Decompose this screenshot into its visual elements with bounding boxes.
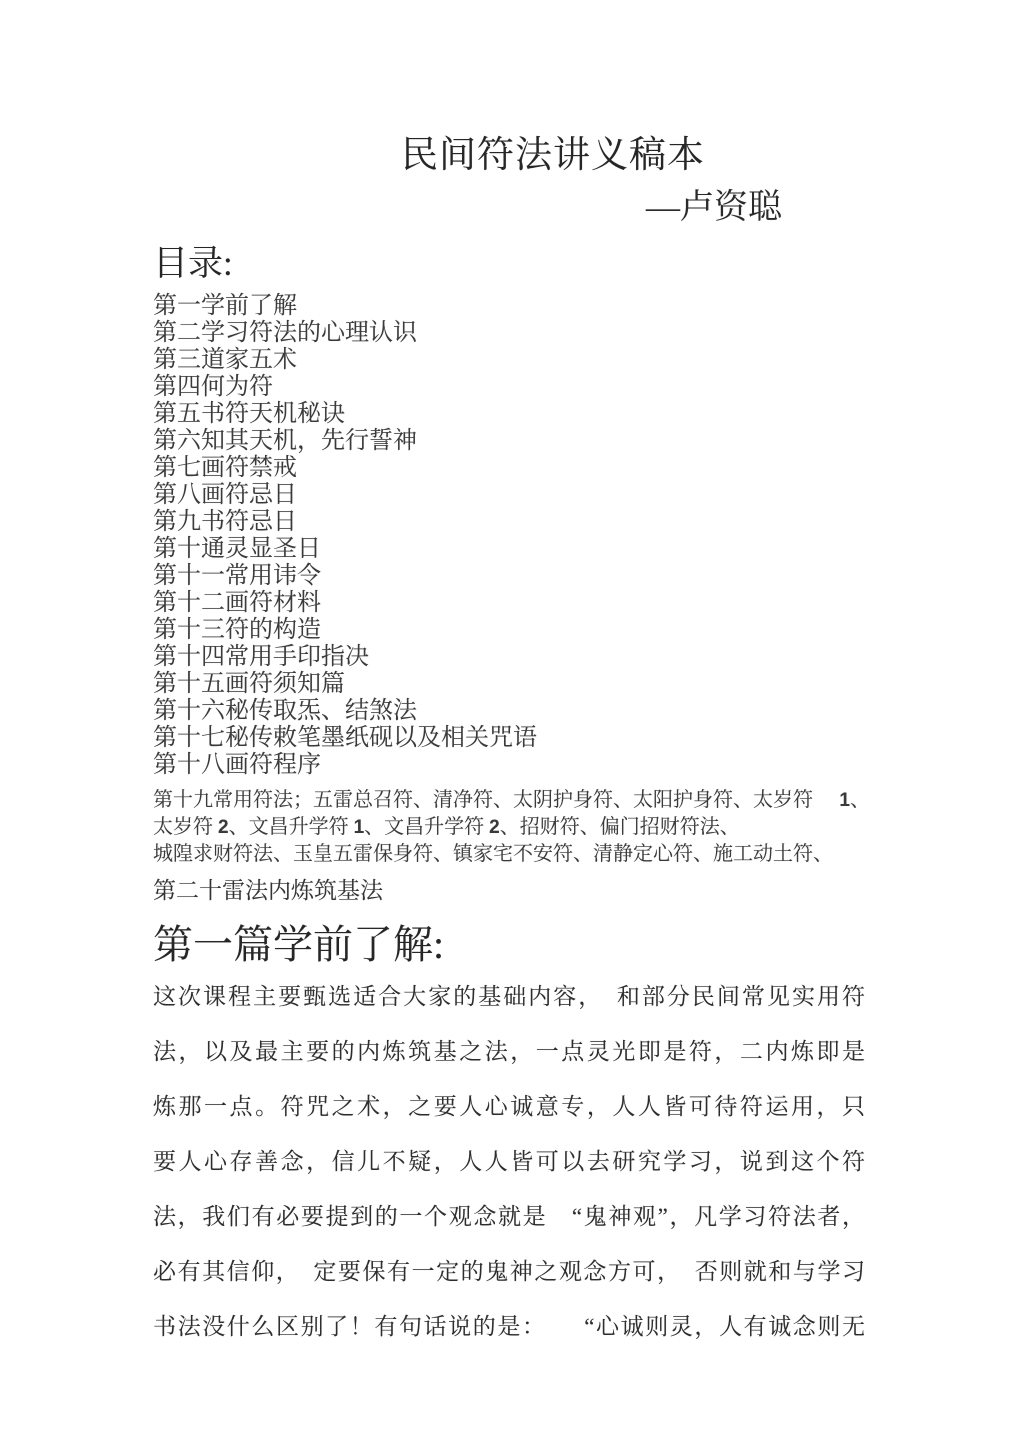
toc-item: 第十通灵显圣日 [153, 536, 321, 562]
toc-line-segment: 第十九常用符法；五雷总召符、清净符、太阴护身符、太阳护身符、太岁符 [153, 789, 813, 811]
toc-item: 第七画符禁戒 [153, 455, 297, 481]
toc-item: 第四何为符 [153, 374, 273, 400]
toc-line-segment: 1 [839, 790, 850, 811]
document-title: 民间符法讲义稿本 [401, 135, 705, 176]
toc-long-line [153, 787, 870, 814]
paragraph-line: 书法没什么区别了！有句话说的是： “心诚则灵，人有诚念则无 [153, 1314, 865, 1339]
toc-item: 第三道家五术 [153, 347, 297, 373]
paragraph-line: 法，以及最主要的内炼筑基之法，一点灵光即是符，二内炼即是 [153, 1039, 865, 1064]
paragraph-line: 炼那一点。符咒之术，之要人心诚意专，人人皆可待符运用，只 [153, 1094, 865, 1119]
toc-item: 第十五画符须知篇 [153, 671, 345, 697]
toc-item: 第十八画符程序 [153, 752, 321, 778]
toc-item: 第五书符天机秘诀 [153, 401, 345, 427]
toc-line-segment: 、文昌升学符 [228, 816, 354, 838]
section-heading: 第一篇学前了解: [153, 922, 445, 967]
toc-item: 第十四常用手印指决 [153, 644, 369, 670]
toc-item: 第九书符忌日 [153, 509, 297, 535]
toc-line-segment: 2 [218, 817, 229, 838]
toc-item: 第一学前了解 [153, 293, 297, 319]
paragraph-line: 要人心存善念，信儿不疑，人人皆可以去研究学习，说到这个符 [153, 1149, 865, 1174]
toc-long-line [153, 814, 870, 841]
paragraph-line: 必有其信仰， 定要保有一定的鬼神之观念方可， 否则就和与学习 [153, 1259, 865, 1284]
toc-item: 第十一常用讳令 [153, 563, 321, 589]
paragraph-line: 法，我们有必要提到的一个观念就是 “鬼神观”，凡学习符法者， [153, 1204, 865, 1229]
toc-line-segment: 太岁符 [153, 816, 218, 838]
toc-item: 第十二画符材料 [153, 590, 321, 616]
paragraph-line: 这次课程主要甄选适合大家的基础内容， 和部分民间常见实用符 [153, 984, 865, 1009]
toc-long-lines [153, 787, 870, 868]
toc-long-line [153, 841, 870, 868]
toc-item-chapter-20: 第二十雷法内炼筑基法 [153, 878, 383, 903]
toc-item: 第十六秘传取炁、结煞法 [153, 698, 417, 724]
toc-item: 第二学习符法的心理认识 [153, 320, 417, 346]
toc-line-segment: 、文昌升学符 [364, 816, 490, 838]
toc-list [153, 293, 873, 779]
toc-line-segment: 城隍求财符法、玉皇五雷保身符、镇家宅不安符、清静定心符、施工动土符、 [153, 843, 833, 865]
section-paragraph [153, 969, 865, 1354]
toc-line-segment: 、招财符、偏门招财符法、 [499, 816, 740, 838]
toc-heading: 目录: [153, 244, 233, 283]
toc-line-segment: 、 [850, 789, 870, 811]
toc-item: 第十七秘传敕笔墨纸砚以及相关咒语 [153, 725, 537, 751]
author-byline: —卢资聪 [646, 189, 782, 226]
toc-item: 第六知其天机，先行誓神 [153, 428, 417, 454]
toc-line-segment: 2 [489, 817, 500, 838]
toc-line-segment: 1 [353, 817, 365, 838]
toc-item: 第八画符忌日 [153, 482, 297, 508]
toc-item: 第十三符的构造 [153, 617, 321, 643]
